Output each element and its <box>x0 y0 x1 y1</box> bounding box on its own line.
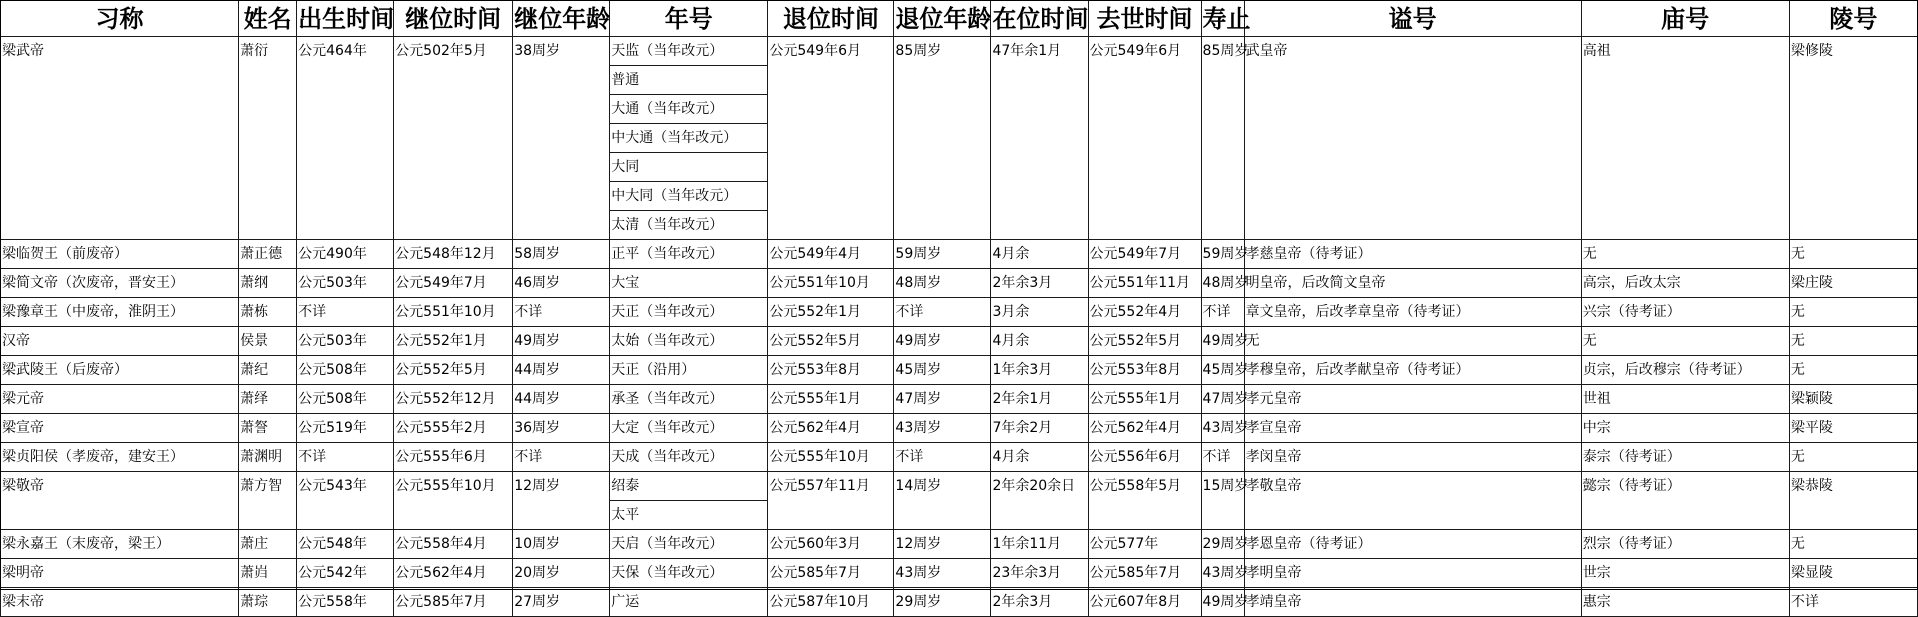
cell-accession: 公元552年1月 <box>394 327 513 356</box>
cell-temple: 惠宗 <box>1581 588 1789 617</box>
cell-lifespan: 不详 <box>1201 443 1244 472</box>
cell-abdication: 公元549年6月 <box>768 37 894 240</box>
cell-death: 公元555年1月 <box>1088 385 1201 414</box>
cell-lifespan: 85周岁 <box>1201 37 1244 240</box>
cell-era: 大同 <box>610 153 768 182</box>
cell-temple: 兴宗（待考证） <box>1581 298 1789 327</box>
cell-accession: 公元551年10月 <box>394 298 513 327</box>
cell-born: 公元542年 <box>297 559 394 588</box>
cell-name: 萧詧 <box>239 414 297 443</box>
cell-death: 公元558年5月 <box>1088 472 1201 530</box>
cell-lifespan: 49周岁 <box>1201 588 1244 617</box>
cell-lifespan: 59周岁 <box>1201 240 1244 269</box>
cell-abdication-age: 29周岁 <box>894 588 991 617</box>
cell-posthumous: 章文皇帝，后改孝章皇帝（待考证） <box>1244 298 1581 327</box>
cell-abdication-age: 43周岁 <box>894 559 991 588</box>
cell-title: 汉帝 <box>1 327 239 356</box>
cell-reign-length: 2年余3月 <box>991 269 1088 298</box>
cell-temple: 懿宗（待考证） <box>1581 472 1789 530</box>
cell-death: 公元553年8月 <box>1088 356 1201 385</box>
cell-era: 天监（当年改元） <box>610 37 768 66</box>
cell-abdication-age: 12周岁 <box>894 530 991 559</box>
cell-born: 公元508年 <box>297 356 394 385</box>
cell-temple: 泰宗（待考证） <box>1581 443 1789 472</box>
cell-posthumous: 孝穆皇帝，后改孝献皇帝（待考证） <box>1244 356 1581 385</box>
cell-name: 萧衍 <box>239 37 297 240</box>
cell-name: 侯景 <box>239 327 297 356</box>
cell-accession-age: 27周岁 <box>513 588 610 617</box>
cell-name: 萧栋 <box>239 298 297 327</box>
col-header-temple: 庙号 <box>1581 1 1789 37</box>
cell-name: 萧庄 <box>239 530 297 559</box>
cell-tomb: 梁颖陵 <box>1789 385 1917 414</box>
cell-name: 萧琮 <box>239 588 297 617</box>
cell-tomb: 无 <box>1789 327 1917 356</box>
cell-abdication: 公元585年7月 <box>768 559 894 588</box>
cell-era: 广运 <box>610 588 768 617</box>
cell-era: 大通（当年改元） <box>610 95 768 124</box>
cell-accession-age: 46周岁 <box>513 269 610 298</box>
cell-abdication: 公元551年10月 <box>768 269 894 298</box>
cell-era: 大定（当年改元） <box>610 414 768 443</box>
cell-born: 公元464年 <box>297 37 394 240</box>
cell-death: 公元562年4月 <box>1088 414 1201 443</box>
cell-lifespan: 43周岁 <box>1201 559 1244 588</box>
cell-abdication-age: 45周岁 <box>894 356 991 385</box>
cell-reign-length: 7年余2月 <box>991 414 1088 443</box>
cell-abdication: 公元552年5月 <box>768 327 894 356</box>
col-header-accession-age: 继位年龄 <box>513 1 610 37</box>
table-row <box>1 327 1918 356</box>
cell-accession-age: 20周岁 <box>513 559 610 588</box>
cell-accession: 公元562年4月 <box>394 559 513 588</box>
col-header-name: 姓名 <box>239 1 297 37</box>
cell-born: 公元503年 <box>297 327 394 356</box>
cell-title: 梁元帝 <box>1 385 239 414</box>
cell-abdication: 公元560年3月 <box>768 530 894 559</box>
cell-reign-length: 3月余 <box>991 298 1088 327</box>
table-row <box>1 559 1918 588</box>
table-row <box>1 356 1918 385</box>
cell-tomb: 无 <box>1789 298 1917 327</box>
cell-abdication: 公元557年11月 <box>768 472 894 530</box>
cell-abdication-age: 不详 <box>894 443 991 472</box>
cell-accession: 公元548年12月 <box>394 240 513 269</box>
cell-reign-length: 47年余1月 <box>991 37 1088 240</box>
cell-reign-length: 4月余 <box>991 443 1088 472</box>
cell-title: 梁末帝 <box>1 588 239 617</box>
cell-title: 梁武陵王（后废帝） <box>1 356 239 385</box>
cell-era: 天正（沿用） <box>610 356 768 385</box>
cell-reign-length: 2年余20余日 <box>991 472 1088 530</box>
cell-tomb: 无 <box>1789 443 1917 472</box>
cell-tomb: 梁平陵 <box>1789 414 1917 443</box>
cell-posthumous: 明皇帝，后改简文皇帝 <box>1244 269 1581 298</box>
cell-era: 中大同（当年改元） <box>610 182 768 211</box>
cell-born: 公元543年 <box>297 472 394 530</box>
cell-temple: 世宗 <box>1581 559 1789 588</box>
cell-name: 萧绎 <box>239 385 297 414</box>
cell-death: 公元552年5月 <box>1088 327 1201 356</box>
cell-reign-length: 2年余1月 <box>991 385 1088 414</box>
cell-lifespan: 45周岁 <box>1201 356 1244 385</box>
cell-death: 公元577年 <box>1088 530 1201 559</box>
cell-lifespan: 15周岁 <box>1201 472 1244 530</box>
cell-title: 梁明帝 <box>1 559 239 588</box>
cell-posthumous: 孝元皇帝 <box>1244 385 1581 414</box>
cell-posthumous: 无 <box>1244 327 1581 356</box>
cell-tomb: 无 <box>1789 240 1917 269</box>
cell-era: 中大通（当年改元） <box>610 124 768 153</box>
col-header-death: 去世时间 <box>1088 1 1201 37</box>
table-row <box>1 385 1918 414</box>
cell-accession-age: 38周岁 <box>513 37 610 240</box>
cell-abdication: 公元553年8月 <box>768 356 894 385</box>
cell-accession: 公元502年5月 <box>394 37 513 240</box>
cell-posthumous: 孝明皇帝 <box>1244 559 1581 588</box>
cell-accession: 公元555年2月 <box>394 414 513 443</box>
cell-lifespan: 43周岁 <box>1201 414 1244 443</box>
cell-accession: 公元552年5月 <box>394 356 513 385</box>
cell-death: 公元552年4月 <box>1088 298 1201 327</box>
cell-temple: 高宗，后改太宗 <box>1581 269 1789 298</box>
cell-accession: 公元549年7月 <box>394 269 513 298</box>
cell-era: 承圣（当年改元） <box>610 385 768 414</box>
cell-title: 梁豫章王（中废帝，淮阴王） <box>1 298 239 327</box>
cell-era: 正平（当年改元） <box>610 240 768 269</box>
cell-accession: 公元585年7月 <box>394 588 513 617</box>
cell-reign-length: 1年余3月 <box>991 356 1088 385</box>
cell-death: 公元585年7月 <box>1088 559 1201 588</box>
col-header-era: 年号 <box>610 1 768 37</box>
cell-accession: 公元558年4月 <box>394 530 513 559</box>
cell-title: 梁临贺王（前废帝） <box>1 240 239 269</box>
col-header-accession: 继位时间 <box>394 1 513 37</box>
cell-accession: 公元552年12月 <box>394 385 513 414</box>
col-header-abdication-age: 退位年龄 <box>894 1 991 37</box>
cell-tomb: 梁修陵 <box>1789 37 1917 240</box>
cell-reign-length: 4月余 <box>991 327 1088 356</box>
cell-era: 天正（当年改元） <box>610 298 768 327</box>
cell-name: 萧纪 <box>239 356 297 385</box>
cell-abdication-age: 47周岁 <box>894 385 991 414</box>
cell-accession-age: 36周岁 <box>513 414 610 443</box>
cell-accession-age: 不详 <box>513 443 610 472</box>
cell-temple: 中宗 <box>1581 414 1789 443</box>
col-header-reign-length: 在位时间 <box>991 1 1088 37</box>
cell-abdication-age: 49周岁 <box>894 327 991 356</box>
table-row <box>1 240 1918 269</box>
table-row <box>1 588 1918 617</box>
cell-abdication-age: 59周岁 <box>894 240 991 269</box>
cell-abdication: 公元562年4月 <box>768 414 894 443</box>
cell-title: 梁永嘉王（末废帝，梁王） <box>1 530 239 559</box>
cell-born: 公元503年 <box>297 269 394 298</box>
header-row <box>1 1 1918 37</box>
cell-death: 公元549年6月 <box>1088 37 1201 240</box>
cell-death: 公元551年11月 <box>1088 269 1201 298</box>
cell-reign-length: 4月余 <box>991 240 1088 269</box>
cell-born: 不详 <box>297 443 394 472</box>
cell-posthumous: 孝闵皇帝 <box>1244 443 1581 472</box>
cell-lifespan: 29周岁 <box>1201 530 1244 559</box>
table-row <box>1 472 1918 501</box>
cell-lifespan: 47周岁 <box>1201 385 1244 414</box>
cell-title: 梁武帝 <box>1 37 239 240</box>
col-header-title: 习称 <box>1 1 239 37</box>
cell-born: 公元558年 <box>297 588 394 617</box>
cell-abdication: 公元555年10月 <box>768 443 894 472</box>
table-body <box>1 37 1918 617</box>
cell-era: 太平 <box>610 501 768 530</box>
cell-abdication: 公元555年1月 <box>768 385 894 414</box>
cell-lifespan: 49周岁 <box>1201 327 1244 356</box>
cell-lifespan: 48周岁 <box>1201 269 1244 298</box>
cell-reign-length: 23年余3月 <box>991 559 1088 588</box>
cell-accession: 公元555年6月 <box>394 443 513 472</box>
col-header-tomb: 陵号 <box>1789 1 1917 37</box>
cell-born: 公元490年 <box>297 240 394 269</box>
cell-era: 天成（当年改元） <box>610 443 768 472</box>
cell-era: 太始（当年改元） <box>610 327 768 356</box>
cell-posthumous: 孝恩皇帝（待考证） <box>1244 530 1581 559</box>
cell-era: 天保（当年改元） <box>610 559 768 588</box>
cell-era: 大宝 <box>610 269 768 298</box>
cell-era: 普通 <box>610 66 768 95</box>
cell-death: 公元556年6月 <box>1088 443 1201 472</box>
cell-posthumous: 孝靖皇帝 <box>1244 588 1581 617</box>
table-row <box>1 443 1918 472</box>
table-row <box>1 269 1918 298</box>
cell-title: 梁宣帝 <box>1 414 239 443</box>
cell-abdication-age: 43周岁 <box>894 414 991 443</box>
cell-posthumous: 武皇帝 <box>1244 37 1581 240</box>
cell-title: 梁贞阳侯（孝废帝，建安王） <box>1 443 239 472</box>
cell-accession: 公元555年10月 <box>394 472 513 530</box>
cell-name: 萧方智 <box>239 472 297 530</box>
cell-name: 萧岿 <box>239 559 297 588</box>
cell-lifespan: 不详 <box>1201 298 1244 327</box>
cell-posthumous: 孝敬皇帝 <box>1244 472 1581 530</box>
cell-abdication: 公元549年4月 <box>768 240 894 269</box>
cell-tomb: 梁显陵 <box>1789 559 1917 588</box>
cell-reign-length: 2年余3月 <box>991 588 1088 617</box>
col-header-abdication: 退位时间 <box>768 1 894 37</box>
cell-accession-age: 12周岁 <box>513 472 610 530</box>
cell-accession-age: 49周岁 <box>513 327 610 356</box>
cell-tomb: 梁恭陵 <box>1789 472 1917 530</box>
cell-born: 公元508年 <box>297 385 394 414</box>
cell-name: 萧纲 <box>239 269 297 298</box>
cell-born: 公元519年 <box>297 414 394 443</box>
cell-born: 不详 <box>297 298 394 327</box>
cell-era: 太清（当年改元） <box>610 211 768 240</box>
cell-temple: 贞宗，后改穆宗（待考证） <box>1581 356 1789 385</box>
cell-tomb: 梁庄陵 <box>1789 269 1917 298</box>
col-header-born: 出生时间 <box>297 1 394 37</box>
cell-temple: 无 <box>1581 240 1789 269</box>
cell-tomb: 无 <box>1789 530 1917 559</box>
cell-abdication: 公元552年1月 <box>768 298 894 327</box>
cell-abdication-age: 85周岁 <box>894 37 991 240</box>
col-header-lifespan: 寿止 <box>1201 1 1244 37</box>
cell-death: 公元549年7月 <box>1088 240 1201 269</box>
cell-abdication-age: 48周岁 <box>894 269 991 298</box>
cell-abdication: 公元587年10月 <box>768 588 894 617</box>
cell-accession-age: 10周岁 <box>513 530 610 559</box>
cell-born: 公元548年 <box>297 530 394 559</box>
col-header-posthumous: 谥号 <box>1244 1 1581 37</box>
table-row <box>1 414 1918 443</box>
cell-accession-age: 44周岁 <box>513 385 610 414</box>
cell-temple: 高祖 <box>1581 37 1789 240</box>
cell-temple: 世祖 <box>1581 385 1789 414</box>
cell-tomb: 无 <box>1789 356 1917 385</box>
cell-accession-age: 58周岁 <box>513 240 610 269</box>
cell-accession-age: 不详 <box>513 298 610 327</box>
cell-abdication-age: 不详 <box>894 298 991 327</box>
cell-era: 绍泰 <box>610 472 768 501</box>
table-row <box>1 530 1918 559</box>
cell-death: 公元607年8月 <box>1088 588 1201 617</box>
cell-temple: 烈宗（待考证） <box>1581 530 1789 559</box>
cell-reign-length: 1年余11月 <box>991 530 1088 559</box>
cell-name: 萧正德 <box>239 240 297 269</box>
table-row <box>1 298 1918 327</box>
cell-tomb: 不详 <box>1789 588 1917 617</box>
cell-temple: 无 <box>1581 327 1789 356</box>
table-row <box>1 37 1918 66</box>
cell-posthumous: 孝慈皇帝（待考证） <box>1244 240 1581 269</box>
cell-title: 梁简文帝（次废帝，晋安王） <box>1 269 239 298</box>
cell-name: 萧渊明 <box>239 443 297 472</box>
cell-title: 梁敬帝 <box>1 472 239 530</box>
cell-posthumous: 孝宣皇帝 <box>1244 414 1581 443</box>
cell-abdication-age: 14周岁 <box>894 472 991 530</box>
cell-accession-age: 44周岁 <box>513 356 610 385</box>
cell-era: 天启（当年改元） <box>610 530 768 559</box>
